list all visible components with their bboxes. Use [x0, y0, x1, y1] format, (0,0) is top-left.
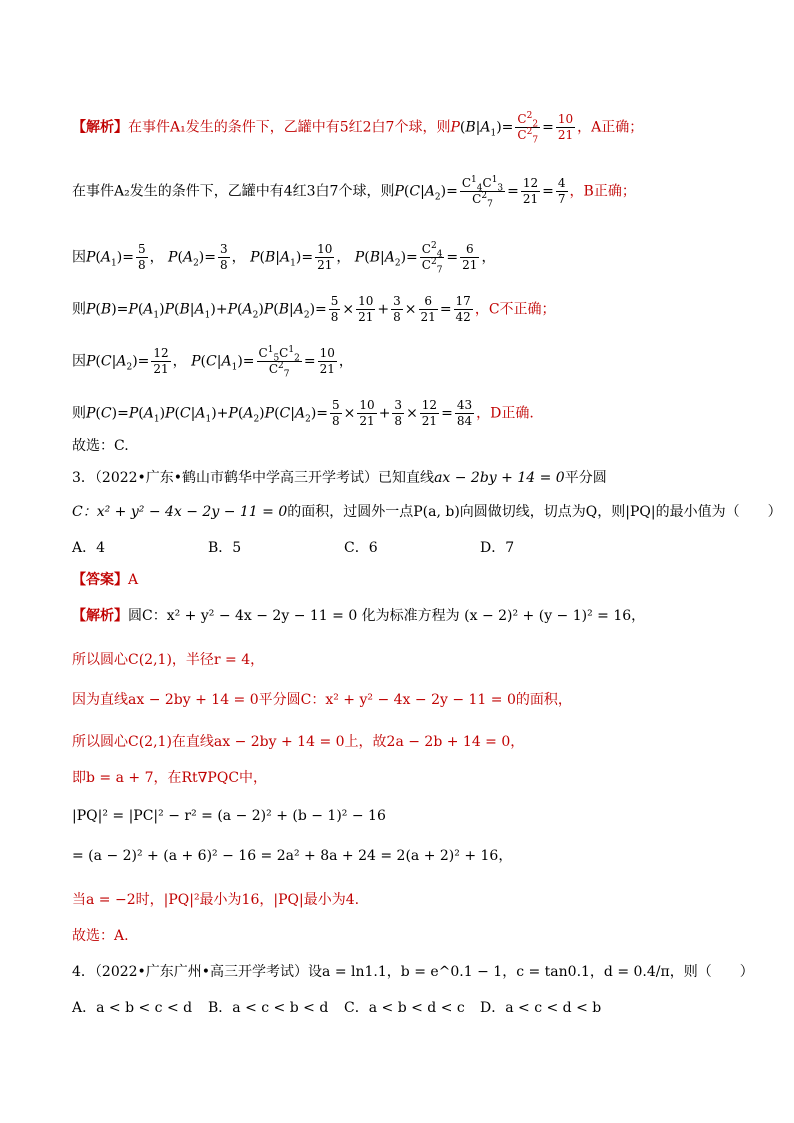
- analysis-line-5: 因$P(C|A_2)=$ $\frac{12}{21}$ ， $P(C|A_1)=$ $\frac{C^1_5C^1_2}{C^2_7}$ = $\frac{10}{21}$ ，: [72, 345, 353, 380]
- analysis-line-7: 故选：C.: [72, 438, 129, 454]
- q3-analysis-4: 所以圆心C(2,1)在直线ax − 2by + 14 = 0上，故2a − 2b + 14 = 0，: [72, 734, 525, 750]
- q3-option-d: D．7: [480, 540, 515, 556]
- q3-stem-line-2: [72, 502, 782, 522]
- q3-after-line: 平分圆: [564, 470, 607, 486]
- analysis-l1-tail: ，A正确；: [577, 119, 644, 136]
- q3-line-equation: ax − 2by + 14 = 0: [434, 470, 565, 486]
- analysis-l5-prefix: 因: [72, 353, 86, 370]
- q3-options: [72, 538, 616, 558]
- analysis-line-4: 则$P(B)=P(A_1)P(B|A_1)+P(A_2)P(B|A_2)=$ $\frac{5}{8}$ × $\frac{10}{21}$ + $\frac{3}{8}$ × $\frac{6}{21}$ = $\frac{17}{42}$ ，C不正确；: [72, 294, 556, 324]
- analysis-l4-prefix: 则: [72, 301, 86, 318]
- q4-option-c: C．a < b < d < c: [344, 1000, 465, 1016]
- analysis-l2-text: 在事件A₂发生的条件下，乙罐中有4红3白7个球，则: [72, 183, 395, 200]
- q3-source: 3．（2022•广东•鹤山市鹤华中学高三开学考试）已知直线: [72, 470, 435, 486]
- analysis-l3-prefix: 因: [72, 249, 86, 266]
- q3-analysis-label: 【解析】: [72, 608, 128, 624]
- q4-option-b: B．a < c < b < d: [208, 1000, 329, 1016]
- q3-stem-line-1: [72, 468, 607, 488]
- answer-label: 【答案】: [72, 572, 128, 588]
- q3-analysis-8: 当a = −2时，|PQ|²最小为16，|PQ|最小为4.: [72, 892, 360, 908]
- q3-analysis-3: 因为直线ax − 2by + 14 = 0平分圆C：x² + y² − 4x − 2y − 11 = 0的面积，: [72, 692, 572, 708]
- analysis-line-2: 在事件A₂发生的条件下，乙罐中有4红3白7个球，则$P(C|A_2)=$ $\frac{C^1_4C^1_3}{C^2_7}$ = $\frac{12}{21}$ = $\frac{4}{7}$ ，B正确；: [72, 175, 636, 210]
- q4-option-d: D．a < c < d < b: [480, 1000, 602, 1016]
- q3-option-a: A．4: [72, 540, 106, 556]
- q3-analysis-9: 故选：A.: [72, 928, 129, 944]
- q3-analysis-1: [72, 606, 645, 626]
- q3-option-b: B．5: [208, 540, 242, 556]
- analysis-line-3: 因$P(A_1)=$ $\frac{5}{8}$ ， $P(A_2)=$ $\frac{3}{8}$ ， $P(B|A_1)=$ $\frac{10}{21}$ ， $P(B|A_2)=$ $\frac{C^2_4}{C^2_7}$ = $\frac{6}{21}$ ，: [72, 241, 496, 276]
- q3-answer: [72, 570, 138, 590]
- q3-analysis-7: = (a − 2)² + (a + 6)² − 16 = 2a² + 8a + 24 = 2(a + 2)² + 16，: [72, 848, 513, 864]
- analysis-line-6: 则$P(C)=P(A_1)P(C|A_1)+P(A_2)P(C|A_2)=$ $\frac{5}{8}$ × $\frac{10}{21}$ + $\frac{3}{8}$ × $\frac{12}{21}$ = $\frac{43}{84}$ ，D正确.: [72, 398, 534, 428]
- q3-analysis-6: |PQ|² = |PC|² − r² = (a − 2)² + (b − 1)² − 16: [72, 808, 386, 824]
- analysis-l4-tail: ，C不正确；: [474, 301, 556, 318]
- q3-analysis-1-text: 圆C：x² + y² − 4x − 2y − 11 = 0 化为标准方程为 (x − 2)² + (y − 1)² = 16，: [128, 608, 646, 624]
- q4-stem: 4．（2022•广东广州•高三开学考试）设a = ln1.1，b = e^0.1 − 1，c = tan0.1，d = 0.4/π，则（ ）: [72, 964, 754, 980]
- analysis-label: 【解析】: [72, 119, 128, 136]
- q3-stem-rest: 的面积，过圆外一点P(a, b)向圆做切线，切点为Q，则|PQ|的最小值为（ ）: [287, 504, 782, 520]
- q3-analysis-2: 所以圆心C(2,1)，半径r = 4，: [72, 652, 265, 668]
- q3-answer-value: A: [128, 572, 139, 588]
- q3-analysis-5: 即b = a + 7，在Rt∇PQC中，: [72, 770, 268, 786]
- analysis-l6-tail: ，D正确.: [476, 405, 534, 422]
- q4-options: [72, 998, 616, 1018]
- analysis-l2-tail: ，B正确；: [569, 183, 636, 200]
- analysis-l1-text: 在事件A₁发生的条件下，乙罐中有5红2白7个球，则: [128, 119, 451, 136]
- analysis-line-1: 【解析】在事件A₁发生的条件下，乙罐中有5红2白7个球，则$P(B|A_1)=$ $\frac{C^2_2}{C^2_7}$ = $\frac{10}{21}$ ，A正确；: [72, 111, 644, 146]
- q3-option-c: C．6: [344, 540, 378, 556]
- analysis-l6-prefix: 则: [72, 405, 86, 422]
- q3-circle-eq: C：x² + y² − 4x − 2y − 11 = 0: [72, 504, 288, 520]
- q4-option-a: A．a < b < c < d: [72, 1000, 193, 1016]
